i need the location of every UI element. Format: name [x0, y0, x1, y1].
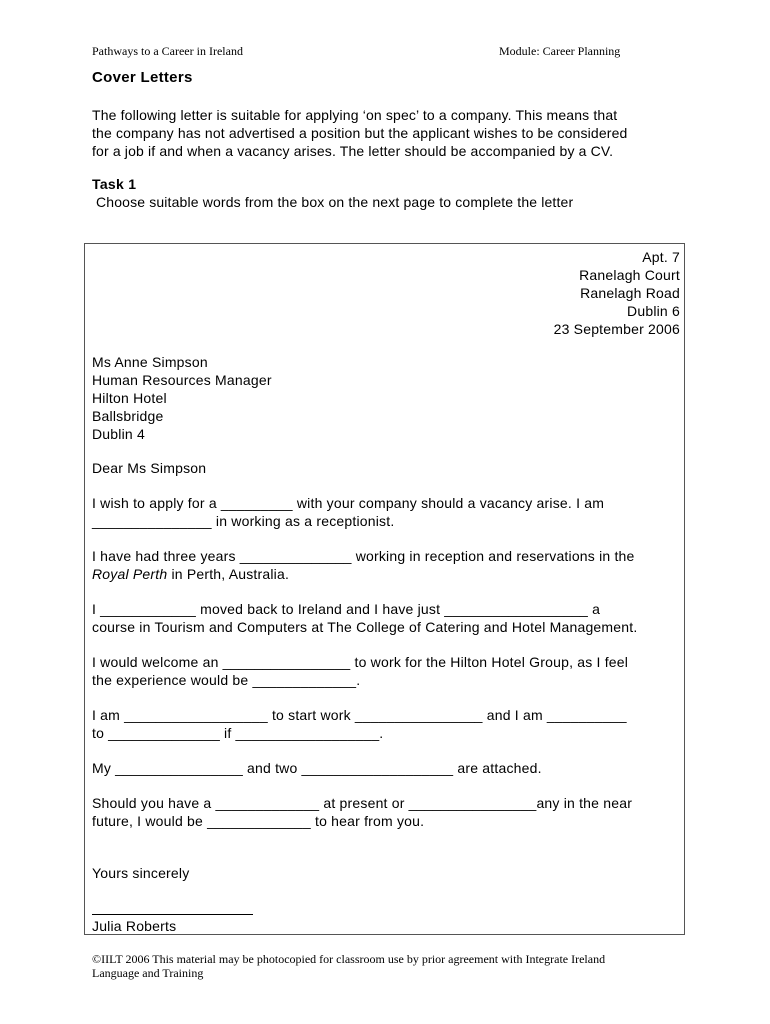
intro-line: for a job if and when a vacancy arises. The letter should be accompanied by a CV.	[92, 143, 614, 159]
salutation: Dear Ms Simpson	[92, 460, 207, 476]
task-instruction: Choose suitable words from the box on the next page to complete the letter	[96, 194, 574, 210]
recipient-line: Hilton Hotel	[92, 390, 167, 406]
letter-paragraph-1	[92, 494, 604, 530]
letter-paragraph-7	[92, 794, 632, 830]
letter-paragraph-6	[92, 759, 542, 777]
task-title: Task 1	[92, 176, 137, 192]
paragraph-line: to ______________ if __________________.	[92, 725, 384, 741]
intro-paragraph	[92, 106, 692, 160]
footer-copyright	[92, 952, 605, 980]
paragraph-line: I ____________ moved back to Ireland and I have just __________________ a	[92, 601, 601, 617]
closing: Yours sincerely	[92, 865, 190, 881]
recipient-address	[92, 353, 272, 443]
letter-paragraph-2	[92, 547, 635, 583]
sender-address	[554, 248, 680, 338]
signature-name: Julia Roberts	[92, 918, 177, 934]
footer-line: Language and Training	[92, 966, 204, 980]
header-left-title: Pathways to a Career in Ireland	[92, 44, 243, 58]
paragraph-line: the experience would be _____________.	[92, 672, 361, 688]
paragraph-line: Should you have a _____________ at present or ________________any in the near	[92, 795, 633, 811]
paragraph-line-rest: in Perth, Australia.	[167, 566, 290, 582]
letter-box	[84, 243, 685, 935]
recipient-line: Ballsbridge	[92, 408, 164, 424]
letter-paragraph-5	[92, 706, 627, 742]
recipient-line: Human Resources Manager	[92, 372, 272, 388]
paragraph-line: course in Tourism and Computers at The College of Catering and Hotel Management.	[92, 619, 638, 635]
address-line: Dublin 6	[627, 303, 680, 319]
paragraph-line: future, I would be _____________ to hear from you.	[92, 813, 425, 829]
intro-line: the company has not advertised a position but the applicant wishes to be considered	[92, 125, 628, 141]
paragraph-line: My ________________ and two ___________________ are attached.	[92, 760, 542, 776]
address-line: Ranelagh Court	[579, 267, 680, 283]
paragraph-line: I have had three years ______________ working in reception and reservations in the	[92, 548, 635, 564]
paragraph-line: I would welcome an ________________ to work for the Hilton Hotel Group, as I feel	[92, 654, 629, 670]
recipient-line: Ms Anne Simpson	[92, 354, 208, 370]
address-line: Ranelagh Road	[580, 285, 680, 301]
letter-date: 23 September 2006	[553, 321, 680, 337]
letter-paragraph-4	[92, 653, 628, 689]
letter-paragraph-3	[92, 600, 637, 636]
signature-line	[92, 914, 253, 915]
recipient-line: Dublin 4	[92, 426, 145, 442]
hotel-name-italic: Royal Perth	[92, 566, 168, 582]
paragraph-line: _______________ in working as a receptionist.	[92, 513, 395, 529]
section-title: Cover Letters	[92, 69, 193, 86]
paragraph-line: I am __________________ to start work ________________ and I am __________	[92, 707, 627, 723]
paragraph-line	[92, 565, 635, 583]
intro-line: The following letter is suitable for applying ‘on spec’ to a company. This means that	[92, 107, 618, 123]
address-line: Apt. 7	[642, 249, 680, 265]
paragraph-line: I wish to apply for a _________ with your company should a vacancy arise. I am	[92, 495, 605, 511]
header-module-label: Module: Career Planning	[499, 44, 621, 58]
footer-line: ©IILT 2006 This material may be photocopied for classroom use by prior agreement with Integrate Ireland	[92, 952, 606, 966]
